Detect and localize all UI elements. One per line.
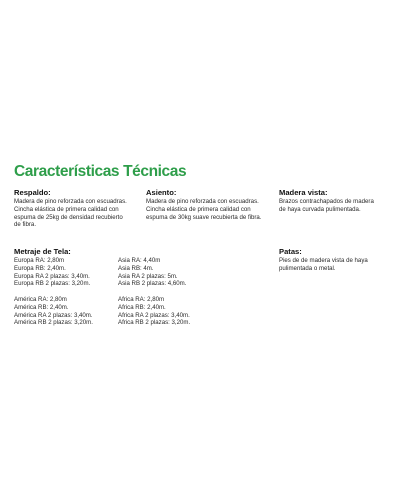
patas-line: pulimentada o metal. (279, 264, 336, 272)
respaldo-section (14, 188, 127, 229)
metraje-europa-line: Europa RB: 2,40m. (14, 264, 66, 272)
metraje-america-line: América RA 2 plazas: 3,40m. (14, 311, 93, 319)
metraje-section (14, 247, 93, 327)
metraje-america-line: América RB: 2,40m. (14, 303, 69, 311)
asiento-line: espuma de 30kg suave recubierta de fibra. (146, 213, 262, 221)
metraje-africa-line: Africa RB: 2,40m. (118, 303, 166, 311)
asiento-line: Madera de pino reforzada con escuadras. (146, 198, 259, 205)
metraje-asia-line: Asia RB: 4m. (118, 264, 154, 272)
metraje-africa-line: Africa RB 2 plazas: 3,20m. (118, 319, 191, 327)
metraje-africa-line: Africa RA: 2,80m (118, 295, 165, 303)
metraje-america-line: América RB 2 plazas: 3,20m. (14, 319, 93, 327)
metraje-europa-line: Europa RA: 2,80m (14, 257, 65, 264)
madera-line: Brazos contrachapados de madera (279, 198, 374, 205)
metraje-col2 (118, 257, 190, 327)
respaldo-line: Madera de pino reforzada con escuadras. (14, 198, 127, 205)
respaldo-line: espuma de 25kg de densidad recubierto (14, 213, 123, 221)
metraje-asia-line: Asia RB 2 plazas: 4,60m. (118, 280, 187, 288)
asiento-line: Cincha elástica de primera calidad con (146, 205, 251, 213)
metraje-asia-line: Asia RA 2 plazas: 5m. (118, 272, 178, 280)
metraje-europa-line: Europa RA 2 plazas: 3,40m. (14, 272, 90, 280)
respaldo-line: Cincha elástica de primera calidad con (14, 205, 119, 213)
patas-heading: Patas: (279, 247, 302, 256)
asiento-section (146, 188, 262, 221)
page-title: Características Técnicas (14, 163, 187, 180)
asiento-heading: Asiento: (146, 188, 177, 197)
patas-line: Pies de de madera vista de haya (279, 257, 368, 264)
metraje-europa-line: Europa RB 2 plazas: 3,20m. (14, 280, 91, 288)
metraje-america-line: América RA: 2,80m (14, 295, 67, 303)
metraje-africa-line: Africa RA 2 plazas: 3,40m. (118, 311, 190, 319)
madera-line: de haya curvada pulimentada. (279, 205, 361, 213)
metraje-asia-line: Asia RA: 4,40m (118, 257, 161, 264)
respaldo-line: de fibra. (14, 221, 37, 229)
metraje-heading: Metraje de Tela: (14, 247, 71, 256)
patas-section (279, 247, 368, 273)
respaldo-heading: Respaldo: (14, 188, 51, 197)
madera-section (279, 188, 374, 214)
madera-heading: Madera vista: (279, 188, 328, 197)
